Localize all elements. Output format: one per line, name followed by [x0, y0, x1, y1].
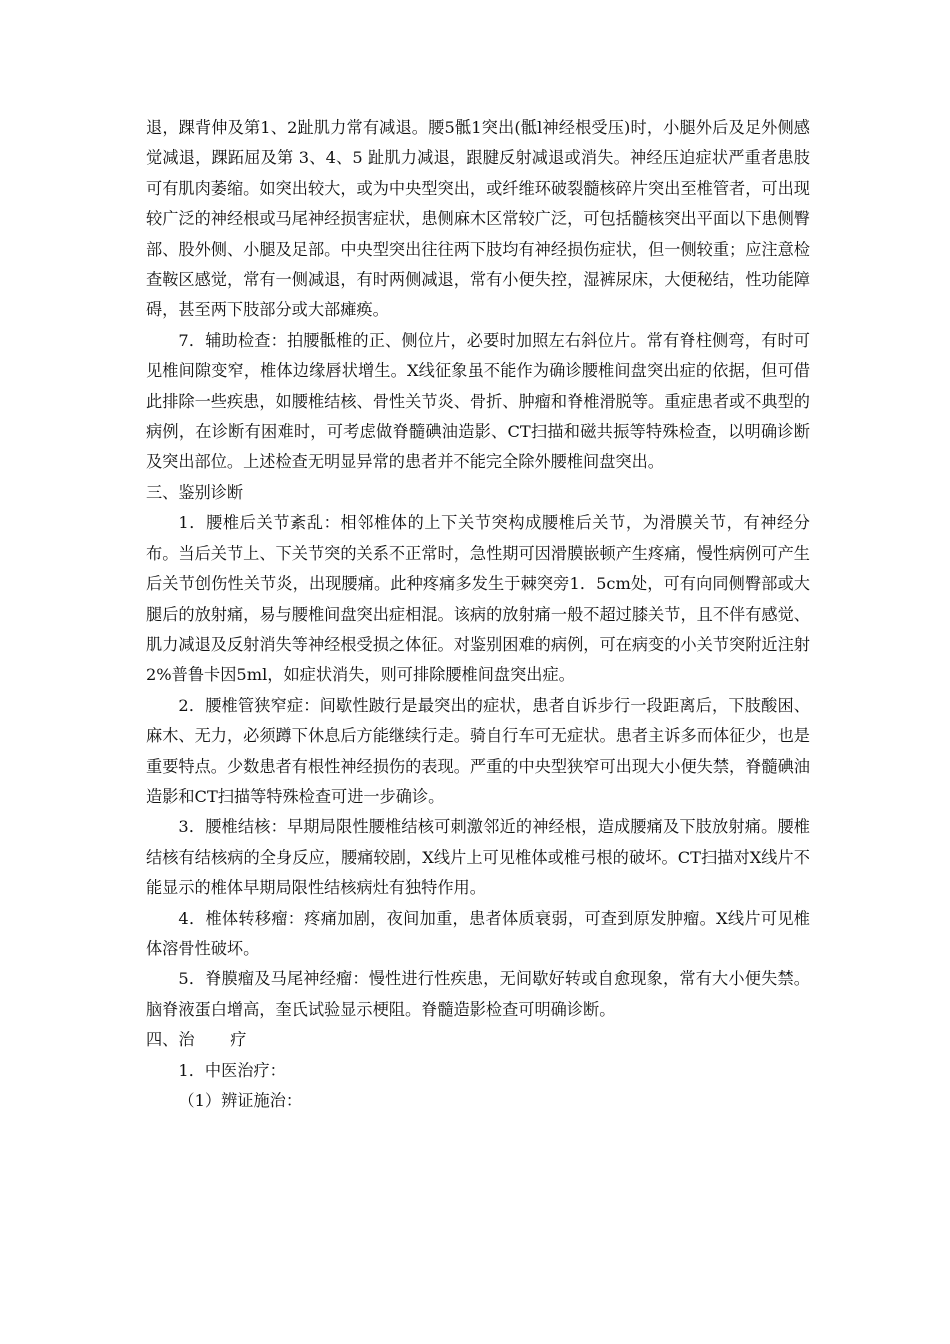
paragraph-meningioma: 5．脊膜瘤及马尾神经瘤：慢性进行性疾患，无间歇好转或自愈现象，常有大小便失禁。脑脊液蛋白增高，奎氏试验显示梗阻。脊髓造影检查可明确诊断。 [146, 969, 810, 1019]
paragraph-lumbar-tuberculosis: 3．腰椎结核：早期局限性腰椎结核可刺激邻近的神经根，造成腰痛及下肢放射痛。腰椎结核有结核病的全身反应，腰痛较剧，X线片上可见椎体或椎弓根的破坏。CT扫描对X线片不能显示的椎体早期局限性结核病灶有独特作用。 [146, 817, 810, 898]
section-heading-treatment [146, 1025, 810, 1055]
section-heading-treatment-part-a: 四、治 [146, 1030, 195, 1050]
paragraph-tcm-treatment: 1．中医治疗： [178, 1060, 286, 1080]
section-heading-treatment-part-b: 疗 [230, 1030, 247, 1050]
paragraph-facet-joint-disorder: 1．腰椎后关节紊乱：相邻椎体的上下关节突构成腰椎后关节，为滑膜关节，有神经分布。当后关节上、下关节突的关系不正常时，急性期可因滑膜嵌顿产生疼痛，慢性病例可产生后关节创伤性关节炎，出现腰痛。此种疼痛多发生于棘突旁1．5cm处，可有向同侧臀部或大腿后的放射痛，易与腰椎间盘突出症相混。该病的放射痛一般不超过膝关节，且不伴有感觉、肌力减退及反射消失等神经根受损之体征。对鉴别困难的病例，可在病变的小关节突附近注射2%普鲁卡因5ml，如症状消失，则可排除腰椎间盘突出症。 [146, 513, 810, 685]
paragraph-symptoms-continued: 退，踝背伸及第1、2趾肌力常有减退。腰5骶1突出(骶l神经根受压)时，小腿外后及足外侧感觉减退，踝跖屈及第 3、4、5 趾肌力减退，跟腱反射减退或消失。神经压迫症状严重者患肢可有肌肉萎缩。如突出较大，或为中央型突出，或纤维环破裂髓核碎片突出至椎管者，可出现较广泛的神经根或马尾神经损害症状，患侧麻木区常较广泛，可包括髓核突出平面以下患侧臀部、股外侧、小腿及足部。中央型突出往往两下肢均有神经损伤症状，但一侧较重；应注意检查鞍区感觉，常有一侧减退，有时两侧减退，常有小便失控，湿裤尿床，大便秘结，性功能障碍，甚至两下肢部分或大部瘫痪。 [146, 118, 810, 320]
section-heading-differential-diagnosis: 三、鉴别诊断 [146, 482, 244, 502]
document-page [146, 113, 810, 1116]
paragraph-syndrome-differentiation: （1）辨证施治： [178, 1091, 303, 1110]
paragraph-vertebral-metastasis: 4．椎体转移瘤：疼痛加剧，夜间加重，患者体质衰弱，可查到原发肿瘤。X线片可见椎体溶骨性破坏。 [146, 908, 810, 958]
paragraph-auxiliary-exam: 7．辅助检查：拍腰骶椎的正、侧位片，必要时加照左右斜位片。常有脊柱侧弯，有时可见椎间隙变窄，椎体边缘唇状增生。X线征象虽不能作为确诊腰椎间盘突出症的依据，但可借此排除一些疾患，如腰椎结核、骨性关节炎、骨折、肿瘤和脊椎滑脱等。重症患者或不典型的病例，在诊断有困难时，可考虑做脊髓碘油造影、CT扫描和磁共振等特殊检查，以明确诊断及突出部位。上述检查无明显异常的患者并不能完全除外腰椎间盘突出。 [146, 330, 810, 472]
paragraph-spinal-stenosis: 2．腰椎管狭窄症：间歇性跛行是最突出的症状，患者自诉步行一段距离后，下肢酸困、麻木、无力，必须蹲下休息后方能继续行走。骑自行车可无症状。患者主诉多而体征少，也是重要特点。少数患者有根性神经损伤的表现。严重的中央型狭窄可出现大小便失禁，脊髓碘油造影和CT扫描等特殊检查可进一步确诊。 [146, 695, 810, 806]
